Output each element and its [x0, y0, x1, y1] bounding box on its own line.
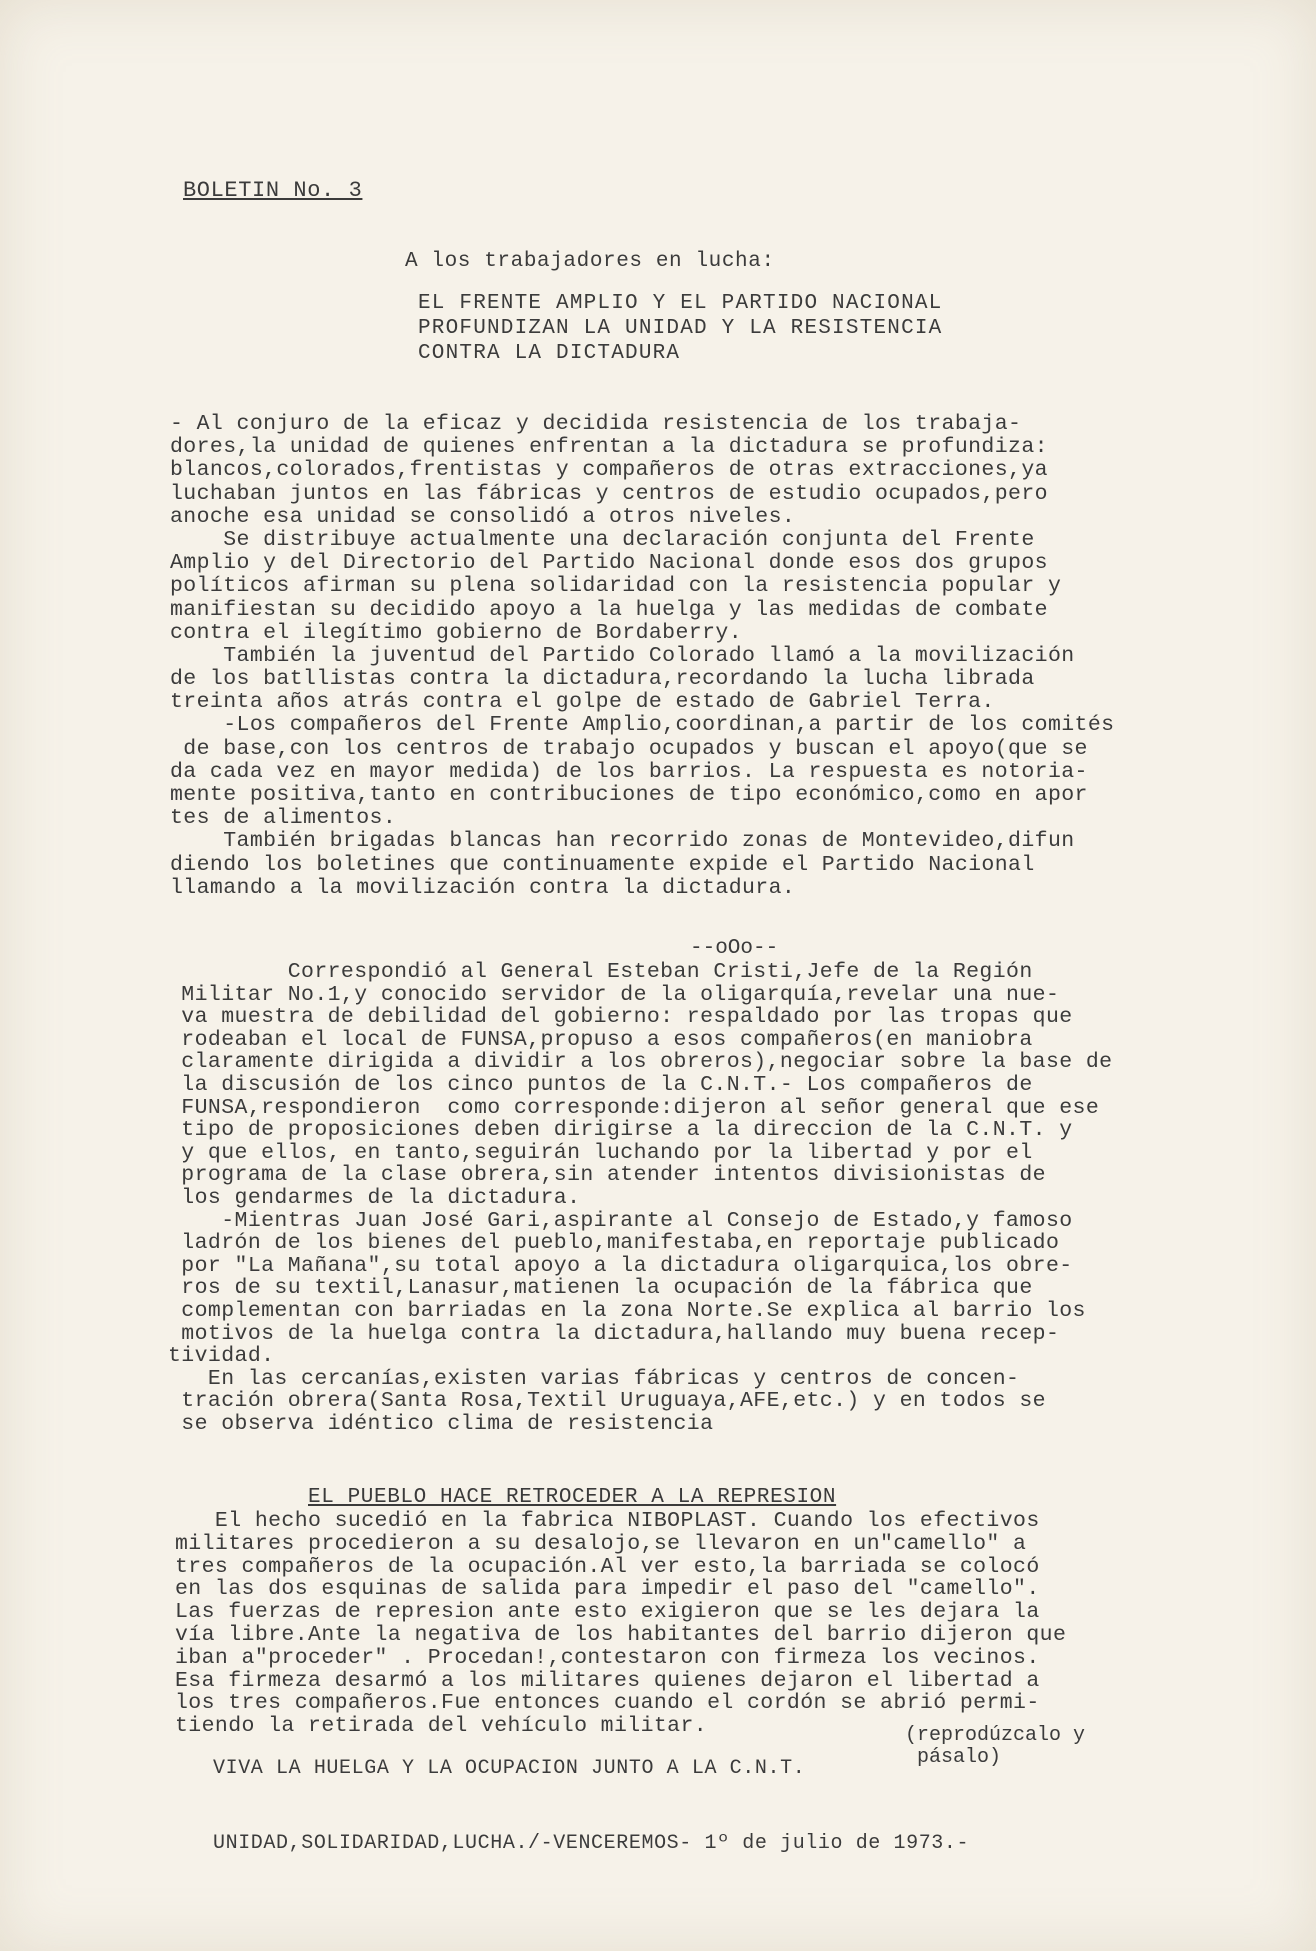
- text-line: de los batllistas contra la dictadura,recordando la lucha librada: [170, 667, 1035, 692]
- text-line: los tres compañeros.Fue entonces cuando el cordón se abrió permi-: [175, 1691, 1040, 1716]
- text-line: tividad.: [168, 1344, 275, 1369]
- text-line: claramente dirigida a dividir a los obreros),negociar sobre la base de: [168, 1050, 1113, 1075]
- text-line: militares procedieron a su desalojo,se llevaron en un"camello" a: [175, 1531, 1027, 1556]
- text-line: blancos,colorados,frentistas y compañeros de otras extracciones,ya: [170, 458, 1048, 483]
- text-line: programa de la clase obrera,sin atender intentos divisionistas de: [168, 1163, 1046, 1188]
- text-line: Militar No.1,y conocido servidor de la oligarquía,revelar una nue-: [168, 982, 1060, 1007]
- text-line: luchaban juntos en las fábricas y centros de estudio ocupados,pero: [170, 481, 1048, 506]
- section-unity: [170, 412, 1170, 899]
- text-line: Esa firmeza desarmó a los militares quienes dejaron el libertad a: [175, 1668, 1040, 1693]
- text-line: También brigadas blancas han recorrido zonas de Montevideo,difun: [170, 829, 1075, 854]
- section-niboplast: [175, 1509, 1185, 1737]
- text-line: En las cercanías,existen varias fábricas y centros de concen-: [168, 1366, 1020, 1391]
- text-line: políticos afirman su plena solidaridad con la resistencia popular y: [170, 574, 1062, 599]
- headline: [418, 292, 942, 367]
- headline-line: CONTRA LA DICTADURA: [418, 342, 681, 365]
- text-line: en las dos esquinas de salida para impedir el paso del "camello".: [175, 1577, 1040, 1602]
- text-line: - Al conjuro de la eficaz y decidida resistencia de los trabaja-: [170, 412, 1022, 436]
- text-line: la discusión de los cinco puntos de la C.N.T.- Los compañeros de: [168, 1072, 1033, 1097]
- closing-date-line: UNIDAD,SOLIDARIDAD,LUCHA./-VENCEREMOS- 1º de julio de 1973.-: [213, 1832, 970, 1855]
- text-line: Las fuerzas de represion ante esto exigieron que se les dejara la: [175, 1600, 1040, 1625]
- text-line: contra el ilegítimo gobierno de Bordaberry.: [170, 620, 742, 645]
- text-line: -Los compañeros del Frente Amplio,coordinan,a partir de los comités: [170, 713, 1115, 738]
- text-line: El hecho sucedió en la fabrica NIBOPLAST. Cuando los efectivos: [175, 1509, 1040, 1533]
- text-line: -Mientras Juan José Gari,aspirante al Consejo de Estado,y famoso: [168, 1208, 1073, 1233]
- bulletin-heading: BOLETIN No. 3: [183, 178, 363, 203]
- text-line: va muestra de debilidad del gobierno: respaldado por las tropas que: [168, 1005, 1073, 1030]
- text-line: iban a"proceder" . Procedan!,contestaron con firmeza los vecinos.: [175, 1645, 1040, 1670]
- section-funsa: [168, 960, 1178, 1434]
- text-line: tes de alimentos.: [170, 806, 397, 831]
- text-line: tipo de proposiciones deben dirigirse a la direccion de la C.N.T. y: [168, 1118, 1073, 1143]
- headline-line: PROFUNDIZAN LA UNIDAD Y LA RESISTENCIA: [418, 317, 943, 340]
- text-line: anoche esa unidad se consolidó a otros niveles.: [170, 504, 796, 529]
- text-line: Se distribuye actualmente una declaración conjunta del Frente: [170, 527, 1035, 552]
- text-line: se observa idéntico clima de resistencia: [168, 1411, 714, 1436]
- text-line: llamando a la movilización contra la dictadura.: [170, 875, 796, 900]
- subheading: EL PUEBLO HACE RETROCEDER A LA REPRESION: [308, 1486, 837, 1509]
- text-line: treinta años atrás contra el golpe de estado de Gabriel Terra.: [170, 690, 995, 715]
- headline-line: EL FRENTE AMPLIO Y EL PARTIDO NACIONAL: [418, 292, 943, 315]
- text-line: vía libre.Ante la negativa de los habitantes del barrio dijeron que: [175, 1622, 1067, 1647]
- text-line: dores,la unidad de quienes enfrentan a la dictadura se profundiza:: [170, 435, 1048, 460]
- text-line: Correspondió al General Esteban Cristi,Jefe de la Región: [168, 960, 1033, 984]
- text-line: ladrón de los bienes del pueblo,manifestaba,en reportaje publicado: [168, 1231, 1060, 1256]
- text-line: complementan con barriadas en la zona Norte.Se explica al barrio los: [168, 1298, 1086, 1323]
- text-line: ros de su textil,Lanasur,matienen la ocupación de la fábrica que: [168, 1276, 1033, 1301]
- text-line: mente positiva,tanto en contribuciones de tipo económico,como en apor: [170, 783, 1088, 807]
- reproduce-note: (reprodúzcalo y pásalo): [905, 1724, 1086, 1769]
- text-line: diendo los boletines que continuamente expide el Partido Nacional: [170, 852, 1035, 877]
- text-line: tres compañeros de la ocupación.Al ver esto,la barriada se colocó: [175, 1554, 1040, 1579]
- text-line: tración obrera(Santa Rosa,Textil Uruguaya,AFE,etc.) y en todos se: [168, 1389, 1046, 1414]
- text-line: Amplio y del Directorio del Partido Nacional donde esos dos grupos: [170, 551, 1048, 576]
- text-line: manifiestan su decidido apoyo a la huelga y las medidas de combate: [170, 597, 1048, 622]
- text-line: rodeaban el local de FUNSA,propuso a esos compañeros(en maniobra: [168, 1027, 1033, 1052]
- closing-slogan: VIVA LA HUELGA Y LA OCUPACION JUNTO A LA C.N.T.: [213, 1757, 806, 1780]
- salutation: A los trabajadores en lucha:: [405, 250, 775, 273]
- text-line: y que ellos, en tanto,seguirán luchando por la libertad y por el: [168, 1140, 1033, 1165]
- text-line: FUNSA,respondieron como corresponde:dijeron al señor general que ese: [168, 1095, 1100, 1120]
- text-line: los gendarmes de la dictadura.: [168, 1185, 581, 1210]
- section-divider: --oOo--: [690, 937, 779, 960]
- text-line: da cada vez en mayor medida) de los barrios. La respuesta es notoria-: [170, 759, 1088, 784]
- text-line: También la juventud del Partido Colorado llamó a la movilización: [170, 643, 1075, 668]
- text-line: tiendo la retirada del vehículo militar.: [175, 1714, 708, 1739]
- text-line: motivos de la huelga contra la dictadura,hallando muy buena recep-: [168, 1321, 1060, 1346]
- text-line: de base,con los centros de trabajo ocupados y buscan el apoyo(que se: [170, 736, 1088, 761]
- text-line: por "La Mañana",su total apoyo a la dictadura oligarquica,los obre-: [168, 1253, 1073, 1278]
